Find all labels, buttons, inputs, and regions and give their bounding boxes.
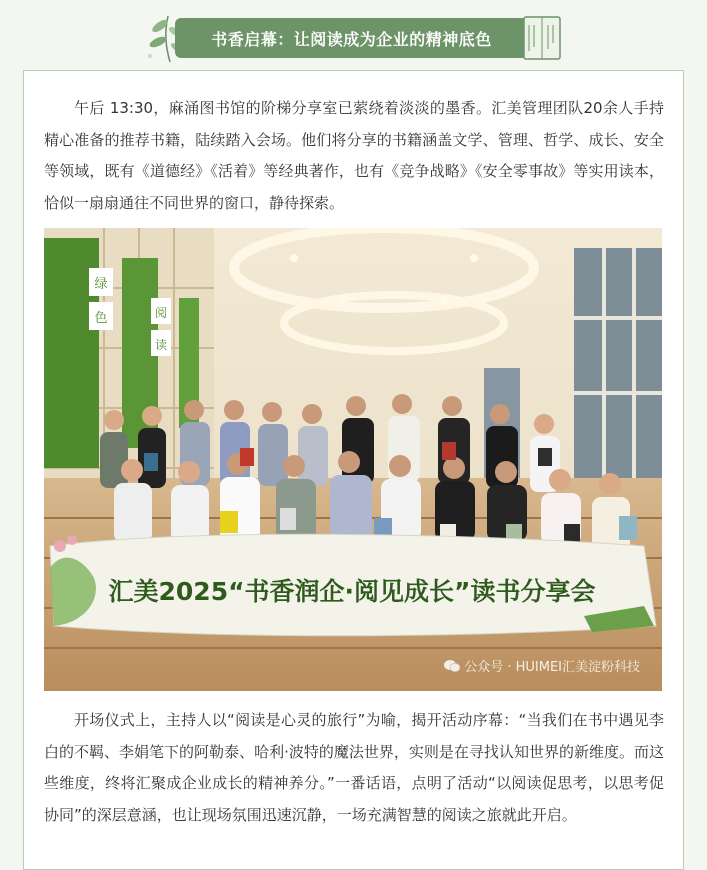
section-title: 书香启幕：让阅读成为企业的精神底色 (175, 18, 528, 58)
wall-sign-1: 绿 (94, 277, 108, 292)
event-group-photo (44, 228, 662, 691)
wall-sign-2: 色 (94, 311, 108, 326)
wall-sign-3: 阅 (154, 306, 168, 320)
wechat-icon (444, 659, 460, 673)
banner-text: 汇美2025“书香润企·阅见成长”读书分享会 (108, 577, 596, 606)
section-header (0, 0, 707, 72)
open-book-icon (520, 13, 564, 63)
article-paragraph-1: 午后 13:30，麻涌图书馆的阶梯分享室已萦绕着淡淡的墨香。汇美管理团队20余人手持精心准备的推荐书籍，陆续踏入会场。他们将分享的书籍涵盖文学、管理、哲学、成长、安全等领域，既有《道德经》《活着》等经典著作，也有《竞争战略》《安全零事故》等实用读本，恰似一扇扇通往不同世界的窗口，静待探索。 (44, 99, 664, 212)
article-paragraph-2: 开场仪式上，主持人以“阅读是心灵的旅行”为喻，揭开活动序幕：“当我们在书中遇见李白的不羁、李娟笔下的阿勒泰、哈利·波特的魔法世界，实则是在寻找认知世界的新维度。而这些维度，终将汇聚成企业成长的精神养分。”一番话语，点明了活动“以阅读促思考，以思考促协同”的深层意涵，也让现场氛围迅速沉静，一场充满智慧的阅读之旅就此开启。 (44, 711, 664, 824)
wall-sign-4: 读 (154, 338, 168, 352)
watermark-text: 公众号 · HUIMEI汇美淀粉科技 (464, 660, 640, 675)
photo-watermark (444, 656, 640, 675)
